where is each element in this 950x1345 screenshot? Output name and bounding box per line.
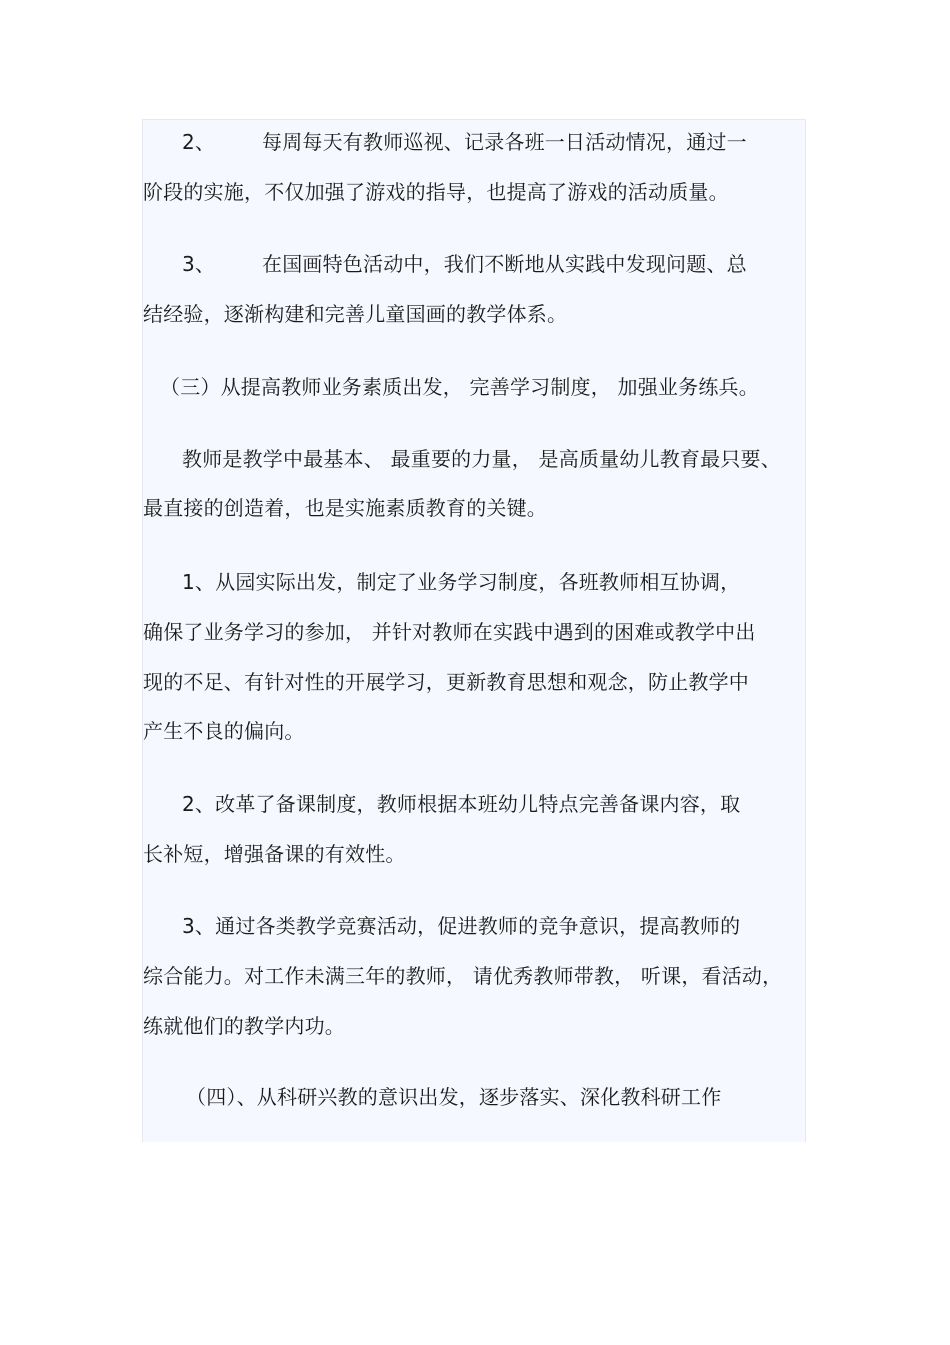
item-number: 3、 [182,252,216,276]
item-number: 2、 [182,130,216,154]
paragraph-lesson-line-1: 2、改革了备课制度，教师根据本班幼儿特点完善备课内容，取 [182,792,741,816]
paragraph-study-line-2: 确保了业务学习的参加， 并针对教师在实践中遇到的困难或教学中出 [143,620,756,644]
paragraph-teacher-line-1: 教师是教学中最基本、 最重要的力量， 是高质量幼儿教育最只要、 [182,447,781,471]
paragraph-contest-line-1: 3、通过各类教学竞赛活动，促进教师的竞争意识，提高教师的 [182,914,741,938]
paragraph-text: 在国画特色活动中，我们不断地从实践中发现问题、总 [262,252,747,276]
paragraph-study-line-1: 1、从园实际出发，制定了业务学习制度，各班教师相互协调， [182,570,741,594]
section-heading-3: （三）从提高教师业务素质出发， 完善学习制度， 加强业务练兵。 [160,375,759,399]
paragraph-text: 每周每天有教师巡视、记录各班一日活动情况，通过一 [262,130,747,154]
paragraph-2-line-2: 阶段的实施，不仅加强了游戏的指导，也提高了游戏的活动质量。 [143,180,729,204]
paragraph-contest-line-3: 练就他们的教学内功。 [143,1014,345,1038]
paragraph-3-line-2: 结经验，逐渐构建和完善儿童国画的教学体系。 [143,302,568,326]
paragraph-2-line-1 [182,128,747,156]
section-heading-4: （四）、从科研兴教的意识出发，逐步落实、深化教科研工作 [186,1085,722,1109]
paragraph-study-line-4: 产生不良的偏向。 [143,719,305,743]
paragraph-study-line-3: 现的不足、有针对性的开展学习，更新教育思想和观念，防止教学中 [143,670,749,694]
paragraph-teacher-line-2: 最直接的创造着，也是实施素质教育的关键。 [143,496,547,520]
paragraph-contest-line-2: 综合能力。对工作未满三年的教师， 请优秀教师带教， 听课，看活动， [143,964,783,988]
paragraph-3-line-1 [182,250,747,278]
paragraph-lesson-line-2: 长补短，增强备课的有效性。 [143,842,406,866]
